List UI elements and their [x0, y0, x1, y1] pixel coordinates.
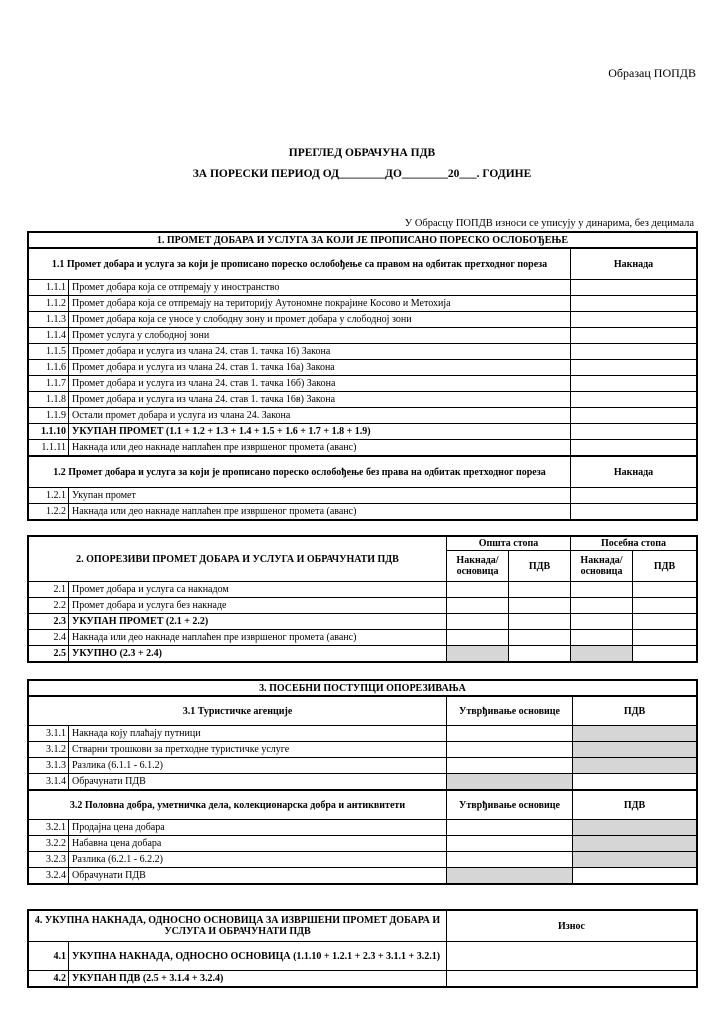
table-row	[29, 758, 697, 774]
table-row	[29, 614, 697, 630]
amount-cell[interactable]	[447, 758, 573, 774]
row-label: Накнада или део накнаде наплаћен пре извршеног промета (аванс)	[69, 630, 447, 646]
row-number: 2.5	[29, 646, 69, 662]
row-label: УКУПАН ПРОМЕТ (1.1 + 1.2 + 1.3 + 1.4 + 1.5 + 1.6 + 1.7 + 1.8 + 1.9)	[69, 424, 571, 440]
row-number: 1.2.2	[29, 504, 69, 520]
currency-note: У Обрасцу ПОПДВ износи се уписују у динарима, без децимала	[404, 218, 694, 229]
row-number: 1.1.10	[29, 424, 69, 440]
amount-cell[interactable]	[509, 614, 571, 630]
row-number: 4.2	[29, 971, 69, 987]
row-label: Набавна цена добара	[69, 836, 447, 852]
section-3-table	[28, 680, 697, 884]
amount-cell[interactable]	[571, 598, 633, 614]
amount-cell[interactable]	[571, 376, 697, 392]
row-label: Укупан промет	[69, 488, 571, 504]
table-row	[29, 582, 697, 598]
amount-cell[interactable]	[571, 280, 697, 296]
row-number: 3.1.1	[29, 726, 69, 742]
row-label: Промет добара и услуга без накнаде	[69, 598, 447, 614]
table-row	[29, 820, 697, 836]
amount-cell[interactable]	[447, 726, 573, 742]
amount-cell[interactable]	[633, 582, 697, 598]
row-label: Промет добара и услуга из члана 24. став 1. тачка 16в) Закона	[69, 392, 571, 408]
section-3-2-col-base: Утврђивање основице	[447, 790, 573, 820]
table-row	[29, 598, 697, 614]
row-label: Накнада или део накнаде наплаћен пре извршеног промета (аванс)	[69, 504, 571, 520]
row-number: 4.1	[29, 942, 69, 971]
row-label: Накнада или део накнаде наплаћен пре извршеног промета (аванс)	[69, 440, 571, 457]
amount-cell[interactable]	[447, 598, 509, 614]
section-3-title: 3. ПОСЕБНИ ПОСТУПЦИ ОПОРЕЗИВАЊА	[29, 681, 697, 697]
table-row	[29, 488, 697, 504]
table-row	[29, 376, 697, 392]
row-number: 2.4	[29, 630, 69, 646]
row-number: 1.1.2	[29, 296, 69, 312]
row-number: 3.2.4	[29, 868, 69, 884]
amount-cell[interactable]	[571, 392, 697, 408]
row-number: 1.1.3	[29, 312, 69, 328]
row-number: 1.1.8	[29, 392, 69, 408]
section-3-1-col-base: Утврђивање основице	[447, 696, 573, 726]
amount-cell[interactable]	[571, 344, 697, 360]
amount-cell[interactable]	[571, 328, 697, 344]
table-row	[29, 344, 697, 360]
row-label: УКУПАН ПРОМЕТ (2.1 + 2.2)	[69, 614, 447, 630]
amount-cell[interactable]	[509, 582, 571, 598]
amount-cell[interactable]	[447, 852, 573, 868]
disabled-cell	[573, 742, 697, 758]
row-number: 1.1.4	[29, 328, 69, 344]
table-row	[29, 836, 697, 852]
table-row	[29, 392, 697, 408]
amount-cell[interactable]	[571, 312, 697, 328]
general-base-header: Накнада/ основица	[447, 551, 509, 582]
section-4-title: 4. УКУПНА НАКНАДА, ОДНОСНО ОСНОВИЦА ЗА ИЗВРШЕНИ ПРОМЕТ ДОБАРА И УСЛУГА И ОБРАЧУНАТИ ПДВ	[29, 911, 447, 942]
amount-cell[interactable]	[571, 296, 697, 312]
table-row	[29, 296, 697, 312]
disabled-cell	[573, 726, 697, 742]
amount-cell[interactable]	[447, 742, 573, 758]
row-label: Промет добара која се отпремају у иностранство	[69, 280, 571, 296]
row-number: 1.1.7	[29, 376, 69, 392]
form-code: Образац ПОПДВ	[608, 66, 696, 80]
table-row	[29, 852, 697, 868]
general-rate-header: Општа стопа	[447, 537, 571, 551]
amount-cell[interactable]	[509, 630, 571, 646]
table-row	[29, 942, 697, 971]
disabled-cell	[573, 836, 697, 852]
amount-cell[interactable]	[447, 582, 509, 598]
table-row	[29, 440, 697, 457]
section-4-col-amount: Износ	[447, 911, 697, 942]
table-row	[29, 868, 697, 884]
amount-cell[interactable]	[447, 630, 509, 646]
table-row	[29, 328, 697, 344]
section-1-title: 1. ПРОМЕТ ДОБАРА И УСЛУГА ЗА КОЈИ ЈЕ ПРОПИСАНО ПОРЕСКО ОСЛОБОЂЕЊЕ	[29, 233, 697, 249]
section-1-2-col-fee: Накнада	[571, 456, 697, 488]
row-number: 2.2	[29, 598, 69, 614]
disabled-cell	[571, 646, 633, 662]
row-label: Разлика (6.2.1 - 6.2.2)	[69, 852, 447, 868]
row-label: Продајна цена добара	[69, 820, 447, 836]
row-label: Промет добара и услуга из члана 24. став 1. тачка 16) Закона	[69, 344, 571, 360]
table-row	[29, 360, 697, 376]
disabled-cell	[573, 820, 697, 836]
section-1-2-title: 1.2 Промет добара и услуга за који је прописано пореско ослобођење без права на одбитак претходног пореза	[29, 456, 571, 488]
tax-period-title: ЗА ПОРЕСКИ ПЕРИОД ОД________ДО________20___. ГОДИНЕ	[192, 168, 532, 180]
row-number: 1.1.5	[29, 344, 69, 360]
table-row	[29, 504, 697, 520]
amount-cell[interactable]	[633, 630, 697, 646]
row-number: 2.3	[29, 614, 69, 630]
row-number: 2.1	[29, 582, 69, 598]
amount-cell[interactable]	[447, 614, 509, 630]
document-title: ПРЕГЛЕД ОБРАЧУНА ПДВ	[288, 147, 436, 159]
row-label: Накнада коју плаћају путници	[69, 726, 447, 742]
amount-cell[interactable]	[571, 440, 697, 457]
section-1-1-col-fee: Накнада	[571, 248, 697, 280]
special-rate-header: Посебна стопа	[571, 537, 697, 551]
amount-cell[interactable]	[633, 614, 697, 630]
amount-cell[interactable]	[573, 774, 697, 791]
table-row	[29, 742, 697, 758]
amount-cell[interactable]	[571, 504, 697, 520]
section-3-2-col-vat: ПДВ	[573, 790, 697, 820]
row-number: 3.1.2	[29, 742, 69, 758]
row-label: Обрачунати ПДВ	[69, 774, 447, 791]
row-number: 1.1.9	[29, 408, 69, 424]
table-row	[29, 726, 697, 742]
table-row	[29, 774, 697, 791]
section-3-2-title: 3.2 Половна добра, уметничка дела, колекционарска добра и антиквитети	[29, 790, 447, 820]
row-label: Остали промет добара и услуга из члана 24. Закона	[69, 408, 571, 424]
row-number: 3.1.3	[29, 758, 69, 774]
disabled-cell	[573, 758, 697, 774]
row-label: Стварни трошкови за претходне туристичке услуге	[69, 742, 447, 758]
row-number: 1.2.1	[29, 488, 69, 504]
section-2-table	[28, 536, 697, 662]
row-label: Обрачунати ПДВ	[69, 868, 447, 884]
row-number: 3.2.1	[29, 820, 69, 836]
section-4-table	[28, 910, 697, 987]
row-number: 3.2.2	[29, 836, 69, 852]
section-1-1-title: 1.1 Промет добара и услуга за који је прописано пореско ослобођење са правом на одбитак претходног пореза	[29, 248, 571, 280]
section-3-1-col-vat: ПДВ	[573, 696, 697, 726]
amount-cell[interactable]	[571, 630, 633, 646]
amount-cell[interactable]	[573, 868, 697, 884]
row-number: 3.2.3	[29, 852, 69, 868]
amount-cell[interactable]	[571, 614, 633, 630]
disabled-cell	[447, 646, 509, 662]
amount-cell[interactable]	[447, 942, 697, 971]
table-row	[29, 424, 697, 440]
amount-cell[interactable]	[509, 646, 571, 662]
amount-cell[interactable]	[447, 971, 697, 987]
amount-cell[interactable]	[633, 598, 697, 614]
section-3-1-title: 3.1 Туристичке агенције	[29, 696, 447, 726]
row-number: 1.1.1	[29, 280, 69, 296]
row-label: Промет добара која се отпремају на територију Аутономне покрајине Косово и Метохија	[69, 296, 571, 312]
row-label: Промет добара и услуга из члана 24. став 1. тачка 16б) Закона	[69, 376, 571, 392]
disabled-cell	[447, 774, 573, 791]
amount-cell[interactable]	[447, 820, 573, 836]
special-base-header: Накнада/ основица	[571, 551, 633, 582]
row-label: УКУПНО (2.3 + 2.4)	[69, 646, 447, 662]
amount-cell[interactable]	[571, 488, 697, 504]
table-row	[29, 630, 697, 646]
amount-cell[interactable]	[447, 836, 573, 852]
general-vat-header: ПДВ	[509, 551, 571, 582]
amount-cell[interactable]	[571, 360, 697, 376]
amount-cell[interactable]	[571, 408, 697, 424]
disabled-cell	[447, 868, 573, 884]
row-label: УКУПНА НАКНАДА, ОДНОСНО ОСНОВИЦА (1.1.10 + 1.2.1 + 2.3 + 3.1.1 + 3.2.1)	[69, 942, 447, 971]
amount-cell[interactable]	[509, 598, 571, 614]
section-2-title: 2. ОПОРЕЗИВИ ПРОМЕТ ДОБАРА И УСЛУГА И ОБРАЧУНАТИ ПДВ	[29, 537, 447, 582]
table-row	[29, 646, 697, 662]
row-label: Разлика (6.1.1 - 6.1.2)	[69, 758, 447, 774]
section-1-table	[28, 232, 697, 520]
special-vat-header: ПДВ	[633, 551, 697, 582]
table-row	[29, 971, 697, 987]
amount-cell[interactable]	[571, 582, 633, 598]
row-label: Промет добара која се уносе у слободну зону и промет добара у слободној зони	[69, 312, 571, 328]
amount-cell[interactable]	[571, 424, 697, 440]
row-label: Промет добара и услуга са накнадом	[69, 582, 447, 598]
disabled-cell	[573, 852, 697, 868]
row-number: 3.1.4	[29, 774, 69, 791]
row-label: Промет добара и услуга из члана 24. став 1. тачка 16а) Закона	[69, 360, 571, 376]
table-row	[29, 312, 697, 328]
row-number: 1.1.11	[29, 440, 69, 457]
row-label: УКУПАН ПДВ (2.5 + 3.1.4 + 3.2.4)	[69, 971, 447, 987]
row-number: 1.1.6	[29, 360, 69, 376]
table-row	[29, 408, 697, 424]
amount-cell[interactable]	[633, 646, 697, 662]
row-label: Промет услуга у слободној зони	[69, 328, 571, 344]
table-row	[29, 280, 697, 296]
